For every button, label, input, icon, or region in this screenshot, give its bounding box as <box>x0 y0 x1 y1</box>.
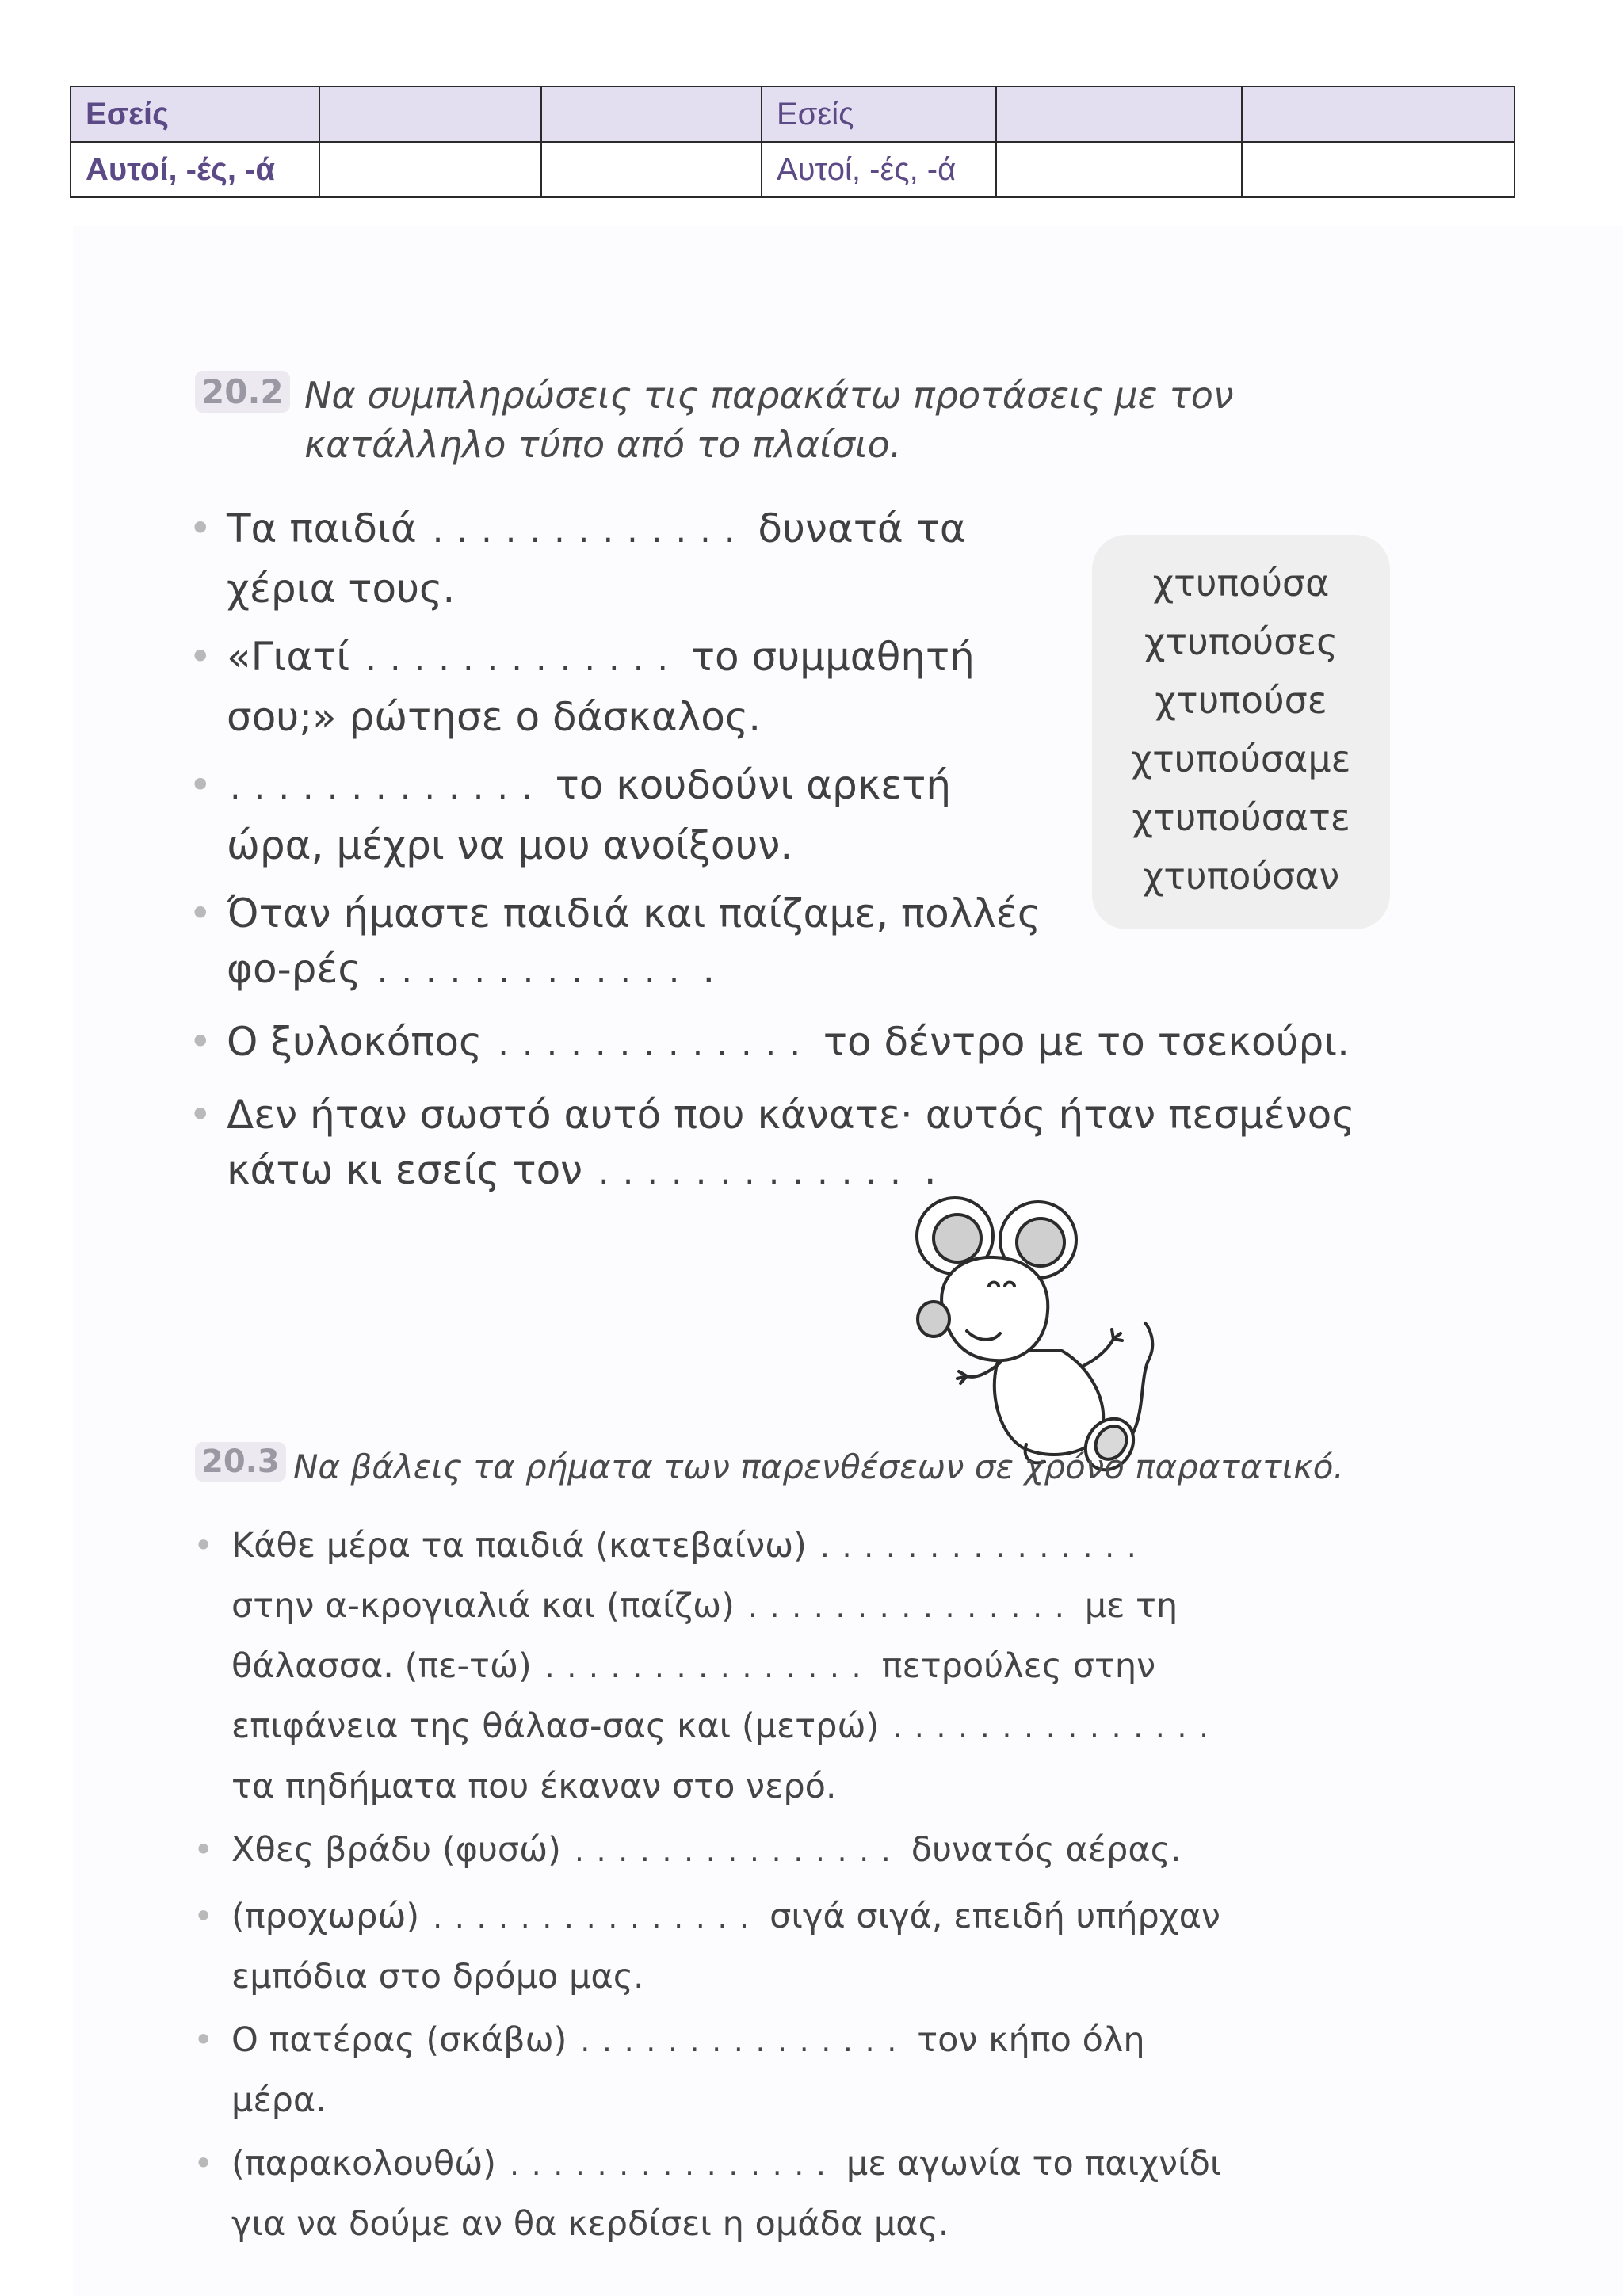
bullet-icon: • <box>193 2144 214 2183</box>
answer-blank[interactable]: ............... <box>542 1655 871 1684</box>
table-cell[interactable] <box>996 86 1242 142</box>
exercise-number-badge: 20.2 <box>195 371 290 413</box>
sentence-part: με τη θάλασσα. (πε-τώ) <box>231 1586 1178 1686</box>
bullet-icon: • <box>189 1019 212 1065</box>
sentence-part: με αγωνία το παιχνίδι για να δούμε αν θα κερδίσει η ομάδα μας. <box>231 2144 1222 2244</box>
sentence-part: Κάθε μέρα τα παιδιά (κατεβαίνω) <box>231 1526 807 1566</box>
sentence-start: «Γιατί <box>227 634 350 680</box>
table-row <box>71 86 1514 142</box>
list-item <box>189 1014 1425 1074</box>
bullet-icon: • <box>189 891 212 936</box>
table-cell: Αυτοί, -ές, -ά <box>762 142 996 197</box>
answer-blank[interactable]: ............... <box>745 1595 1075 1623</box>
exercise-instruction: Να βάλεις τα ρήματα των παρενθέσεων σε χρόνο παρατατικό. <box>293 1447 1344 1486</box>
sentence-part: Ο πατέρας (σκάβω) <box>231 2020 567 2060</box>
sentence-end: το συμμαθητή σου;» ρώτησε ο δάσκαλος. <box>227 634 975 740</box>
verb-option[interactable]: χτυπούσα <box>1152 562 1330 605</box>
table-row <box>71 142 1514 197</box>
answer-blank[interactable]: ............. <box>595 1158 911 1191</box>
table-cell[interactable] <box>319 142 541 197</box>
sentence-part: στην α-κρογιαλιά και (παίζω) <box>231 1586 735 1626</box>
bullet-icon: • <box>193 1830 214 1870</box>
table-cell[interactable] <box>319 86 541 142</box>
sentence-end: το κουδούνι αρκετή ώρα, μέχρι να μου ανοίξουν. <box>227 762 952 868</box>
verb-option[interactable]: χτυπούσε <box>1155 679 1327 722</box>
table-cell: Εσείς <box>762 86 996 142</box>
table-cell[interactable] <box>1242 142 1514 197</box>
answer-blank[interactable]: ............. <box>362 645 679 677</box>
sentence-start: Ο ξυλοκόπος <box>227 1019 483 1065</box>
table-cell: Εσείς <box>71 86 319 142</box>
list-item <box>193 1517 1239 1815</box>
sentence-end: . <box>923 1147 937 1193</box>
bullet-icon: • <box>193 2020 214 2060</box>
bullet-icon: • <box>189 1092 212 1138</box>
table-cell[interactable] <box>1242 86 1514 142</box>
list-item <box>193 1888 1239 2005</box>
sentence-part: σιγά σιγά, επειδή υπήρχαν εμπόδια στο δρόμο μας. <box>231 1897 1220 1997</box>
sentence-start: Τα παιδιά <box>227 505 417 551</box>
sentence-part: (προχωρώ) <box>231 1897 420 1936</box>
list-item <box>189 757 1059 873</box>
answer-blank[interactable]: ............... <box>571 1839 901 1867</box>
verb-options-box <box>1092 535 1390 929</box>
verb-option[interactable]: χτυπούσαν <box>1142 855 1340 898</box>
exercise-20-3-header <box>195 1442 1415 1505</box>
sentence-part: (παρακολουθώ) <box>231 2144 497 2183</box>
sentence-start: Δεν ήταν σωστό αυτό που κάνατε· αυτός ήταν πεσμένος κάτω κι εσείς τον <box>227 1092 1355 1193</box>
table-cell[interactable] <box>541 142 762 197</box>
sentence-part: τον κήπο όλη μέρα. <box>231 2020 1145 2120</box>
bullet-icon: • <box>193 1897 214 1936</box>
table-cell[interactable] <box>996 142 1242 197</box>
bullet-icon: • <box>189 762 212 808</box>
answer-blank[interactable]: ............... <box>506 2153 836 2181</box>
sentence-part: δυνατός αέρας. <box>911 1830 1182 1870</box>
sentence-start: Όταν ήμαστε παιδιά και παίζαμε, πολλές φο-ρές <box>227 891 1041 992</box>
verb-option[interactable]: χτυπούσες <box>1144 620 1338 663</box>
verb-option[interactable]: χτυπούσατε <box>1132 796 1350 839</box>
table-cell[interactable] <box>541 86 762 142</box>
answer-blank[interactable]: ............. <box>373 957 690 990</box>
bullet-icon: • <box>193 1526 214 1566</box>
list-item <box>189 501 1059 616</box>
exercise-20-2-header <box>195 371 1415 482</box>
answer-blank[interactable]: ............. <box>429 517 746 549</box>
conjugation-table <box>70 86 1515 198</box>
list-item <box>189 1087 1425 1203</box>
sentence-part: τα πηδήματα που έκαναν στο νερό. <box>231 1767 837 1806</box>
sentence-part: πετρούλες στην επιφάνεια της θάλασ-σας και (μετρώ) <box>231 1646 1156 1746</box>
table-cell: Αυτοί, -ές, -ά <box>71 142 319 197</box>
list-item <box>189 629 1059 745</box>
exercise-number-badge: 20.3 <box>195 1442 286 1482</box>
list-item <box>193 2012 1239 2129</box>
bullet-icon: • <box>189 505 212 551</box>
answer-blank[interactable]: ............... <box>817 1535 1147 1563</box>
sentence-end: . <box>702 946 716 992</box>
bullet-icon: • <box>189 634 212 680</box>
list-item <box>189 886 1059 1001</box>
sentence-end: δυνατά τα χέρια τους. <box>227 505 966 612</box>
answer-blank[interactable]: ............. <box>495 1030 812 1062</box>
sentence-part: Χθες βράδυ (φυσώ) <box>231 1830 561 1870</box>
exercise-20-3-list <box>193 1517 1239 2259</box>
answer-blank[interactable]: ............. <box>227 773 543 806</box>
list-item <box>193 2135 1239 2252</box>
answer-blank[interactable]: ............... <box>430 1905 759 1934</box>
answer-blank[interactable]: ............... <box>889 1715 1219 1744</box>
exercise-instruction: Να συμπληρώσεις τις παρακάτω προτάσεις με τον κατάλληλο τύπο από το πλαίσιο. <box>304 374 1234 467</box>
verb-option[interactable]: χτυπούσαμε <box>1131 738 1351 780</box>
sentence-end: το δέντρο με το τσεκούρι. <box>823 1019 1350 1065</box>
cartoon-mouse-icon <box>911 1192 1181 1474</box>
list-item <box>193 1821 1239 1882</box>
answer-blank[interactable]: ............... <box>578 2029 907 2058</box>
